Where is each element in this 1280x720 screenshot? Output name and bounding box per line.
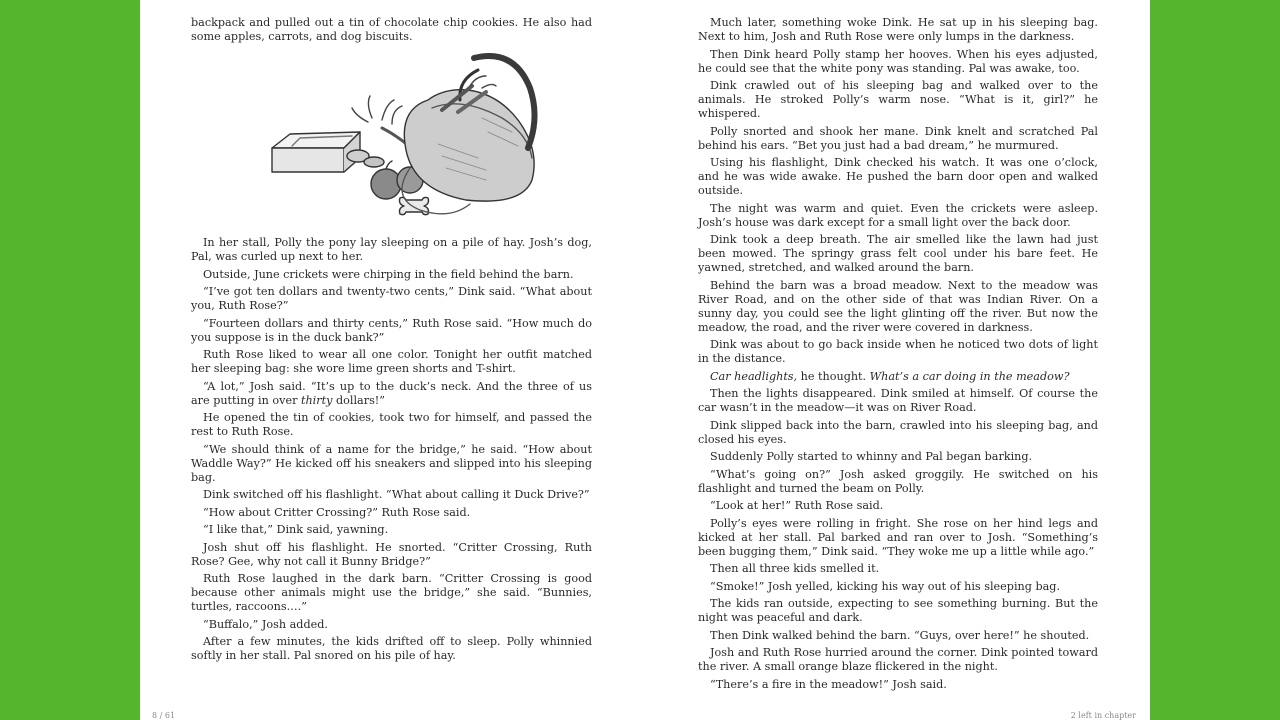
paragraph: “What’s going on?” Josh asked groggily. He switched on his flashlight and turned the beam on Polly. (698, 467, 1098, 495)
paragraph: “Buffalo,” Josh added. (203, 617, 328, 631)
paragraph: “Look at her!” Ruth Rose said. (710, 499, 884, 512)
paragraph: Dink was about to go back inside when he noticed two dots of light in the distance. (698, 338, 1098, 365)
emphasis-text: Car headlights, (710, 369, 798, 383)
paragraph: “Fourteen dollars and thirty cents,” Ruth Rose said. “How much do you suppose is in the duck bank?” (191, 316, 592, 344)
paragraph-text: “A lot,” Josh said. “It’s up to the duck’s neck. And the three of us are putting in over (191, 379, 592, 407)
paragraph: “How about Critter Crossing?” Ruth Rose said. (203, 505, 471, 519)
paragraph (698, 370, 1098, 384)
page-number: 8 / 61 (152, 711, 176, 720)
paragraph: Polly’s eyes were rolling in fright. She rose on her hind legs and kicked at her stall. Pal barked and ran over to Josh. “Something’s been bugging them,” Dink said. “They woke me up a little while ago.” (698, 516, 1098, 558)
paragraph: In her stall, Polly the pony lay sleeping on a pile of hay. Josh’s dog, Pal, was curled up next to her. (191, 236, 592, 263)
paragraph: Then Dink walked behind the barn. “Guys, over here!” he shouted. (710, 628, 1090, 642)
paragraph: Polly snorted and shook her mane. Dink knelt and scratched Pal behind his ears. “Bet you just had a bad dream,” he murmured. (698, 124, 1098, 152)
paragraph: Dink took a deep breath. The air smelled like the lawn had just been mowed. The springy grass felt cool under his bare feet. He yawned, stretched, and walked around the barn. (698, 233, 1098, 274)
paragraph: Dink crawled out of his sleeping bag and walked over to the animals. He stroked Polly’s warm nose. “What is it, girl?” he whispered. (698, 79, 1098, 120)
paragraph-text: he thought. (797, 369, 870, 383)
paragraph: The kids ran outside, expecting to see something burning. But the night was peaceful and dark. (698, 597, 1098, 624)
paragraph: After a few minutes, the kids drifted off to sleep. Polly whinnied softly in her stall. Pal snored on his pile of hay. (191, 635, 592, 662)
paragraph: “There’s a fire in the meadow!” Josh said. (710, 677, 947, 691)
right-page-text (698, 16, 1098, 695)
paragraph: The night was warm and quiet. Even the crickets were asleep. Josh’s house was dark except for a small light over the back door. (698, 201, 1098, 229)
paragraph: Ruth Rose liked to wear all one color. Tonight her outfit matched her sleeping bag: she wore lime green shorts and T-shirt. (191, 348, 592, 375)
paragraph: Using his flashlight, Dink checked his watch. It was one o’clock, and he was wide awake. He pushed the barn door open and walked outside. (698, 156, 1098, 197)
paragraph: “We should think of a name for the bridge,” he said. “How about Waddle Way?” He kicked off his sneakers and slipped into his sleeping bag. (191, 442, 592, 484)
paragraph: “Smoke!” Josh yelled, kicking his way out of his sleeping bag. (710, 579, 1060, 593)
paragraph: Then all three kids smelled it. (710, 562, 880, 575)
paragraph: Dink switched off his flashlight. “What about calling it Duck Drive?” (203, 488, 590, 501)
paragraph: He opened the tin of cookies, took two for himself, and passed the rest to Ruth Rose. (191, 411, 592, 438)
paragraph (191, 380, 592, 408)
paragraph: Dink slipped back into the barn, crawled into his sleeping bag, and closed his eyes. (698, 418, 1098, 446)
paragraph: Then the lights disappeared. Dink smiled at himself. Of course the car wasn’t in the meadow—it was on River Road. (698, 387, 1098, 414)
paragraph: Behind the barn was a broad meadow. Next to the meadow was River Road, and on the other side of that was Indian River. On a sunny day, you could see the light glinting off the river. But now the meadow, the road, and the river were covered in darkness. (698, 278, 1098, 334)
paragraph: “I’ve got ten dollars and twenty-two cents,” Dink said. “What about you, Ruth Rose?” (191, 285, 592, 312)
emphasis-text: What’s a car doing in the meadow? (869, 369, 1070, 383)
chapter-progress: 2 left in chapter (1070, 711, 1136, 720)
paragraph: backpack and pulled out a tin of chocolate chip cookies. He also had some apples, carrots, and dog biscuits. (191, 16, 592, 43)
paragraph: Josh and Ruth Rose hurried around the corner. Dink pointed toward the river. A small orange blaze flickered in the night. (698, 646, 1098, 673)
paragraph: Ruth Rose laughed in the dark barn. “Critter Crossing is good because other animals might use the bridge,” she said. “Bunnies, turtles, raccoons.…” (191, 572, 592, 613)
paragraph: Outside, June crickets were chirping in the field behind the barn. (203, 267, 574, 281)
paragraph: Josh shut off his flashlight. He snorted. “Critter Crossing, Ruth Rose? Gee, why not call it Bunny Bridge?” (191, 540, 592, 568)
left-page-text (191, 16, 592, 667)
paragraph: Much later, something woke Dink. He sat up in his sleeping bag. Next to him, Josh and Ruth Rose were only lumps in the darkness. (698, 16, 1098, 43)
paragraph: Suddenly Polly started to whinny and Pal began barking. (710, 450, 1033, 463)
emphasis-text: thirty (300, 393, 333, 407)
paragraph-text: dollars!” (332, 393, 386, 407)
paragraph: Then Dink heard Polly stamp her hooves. When his eyes adjusted, he could see that the white pony was standing. Pal was awake, too. (698, 47, 1098, 75)
paragraph: “I like that,” Dink said, yawning. (203, 523, 389, 536)
backpack-cookies-illustration (232, 48, 552, 224)
